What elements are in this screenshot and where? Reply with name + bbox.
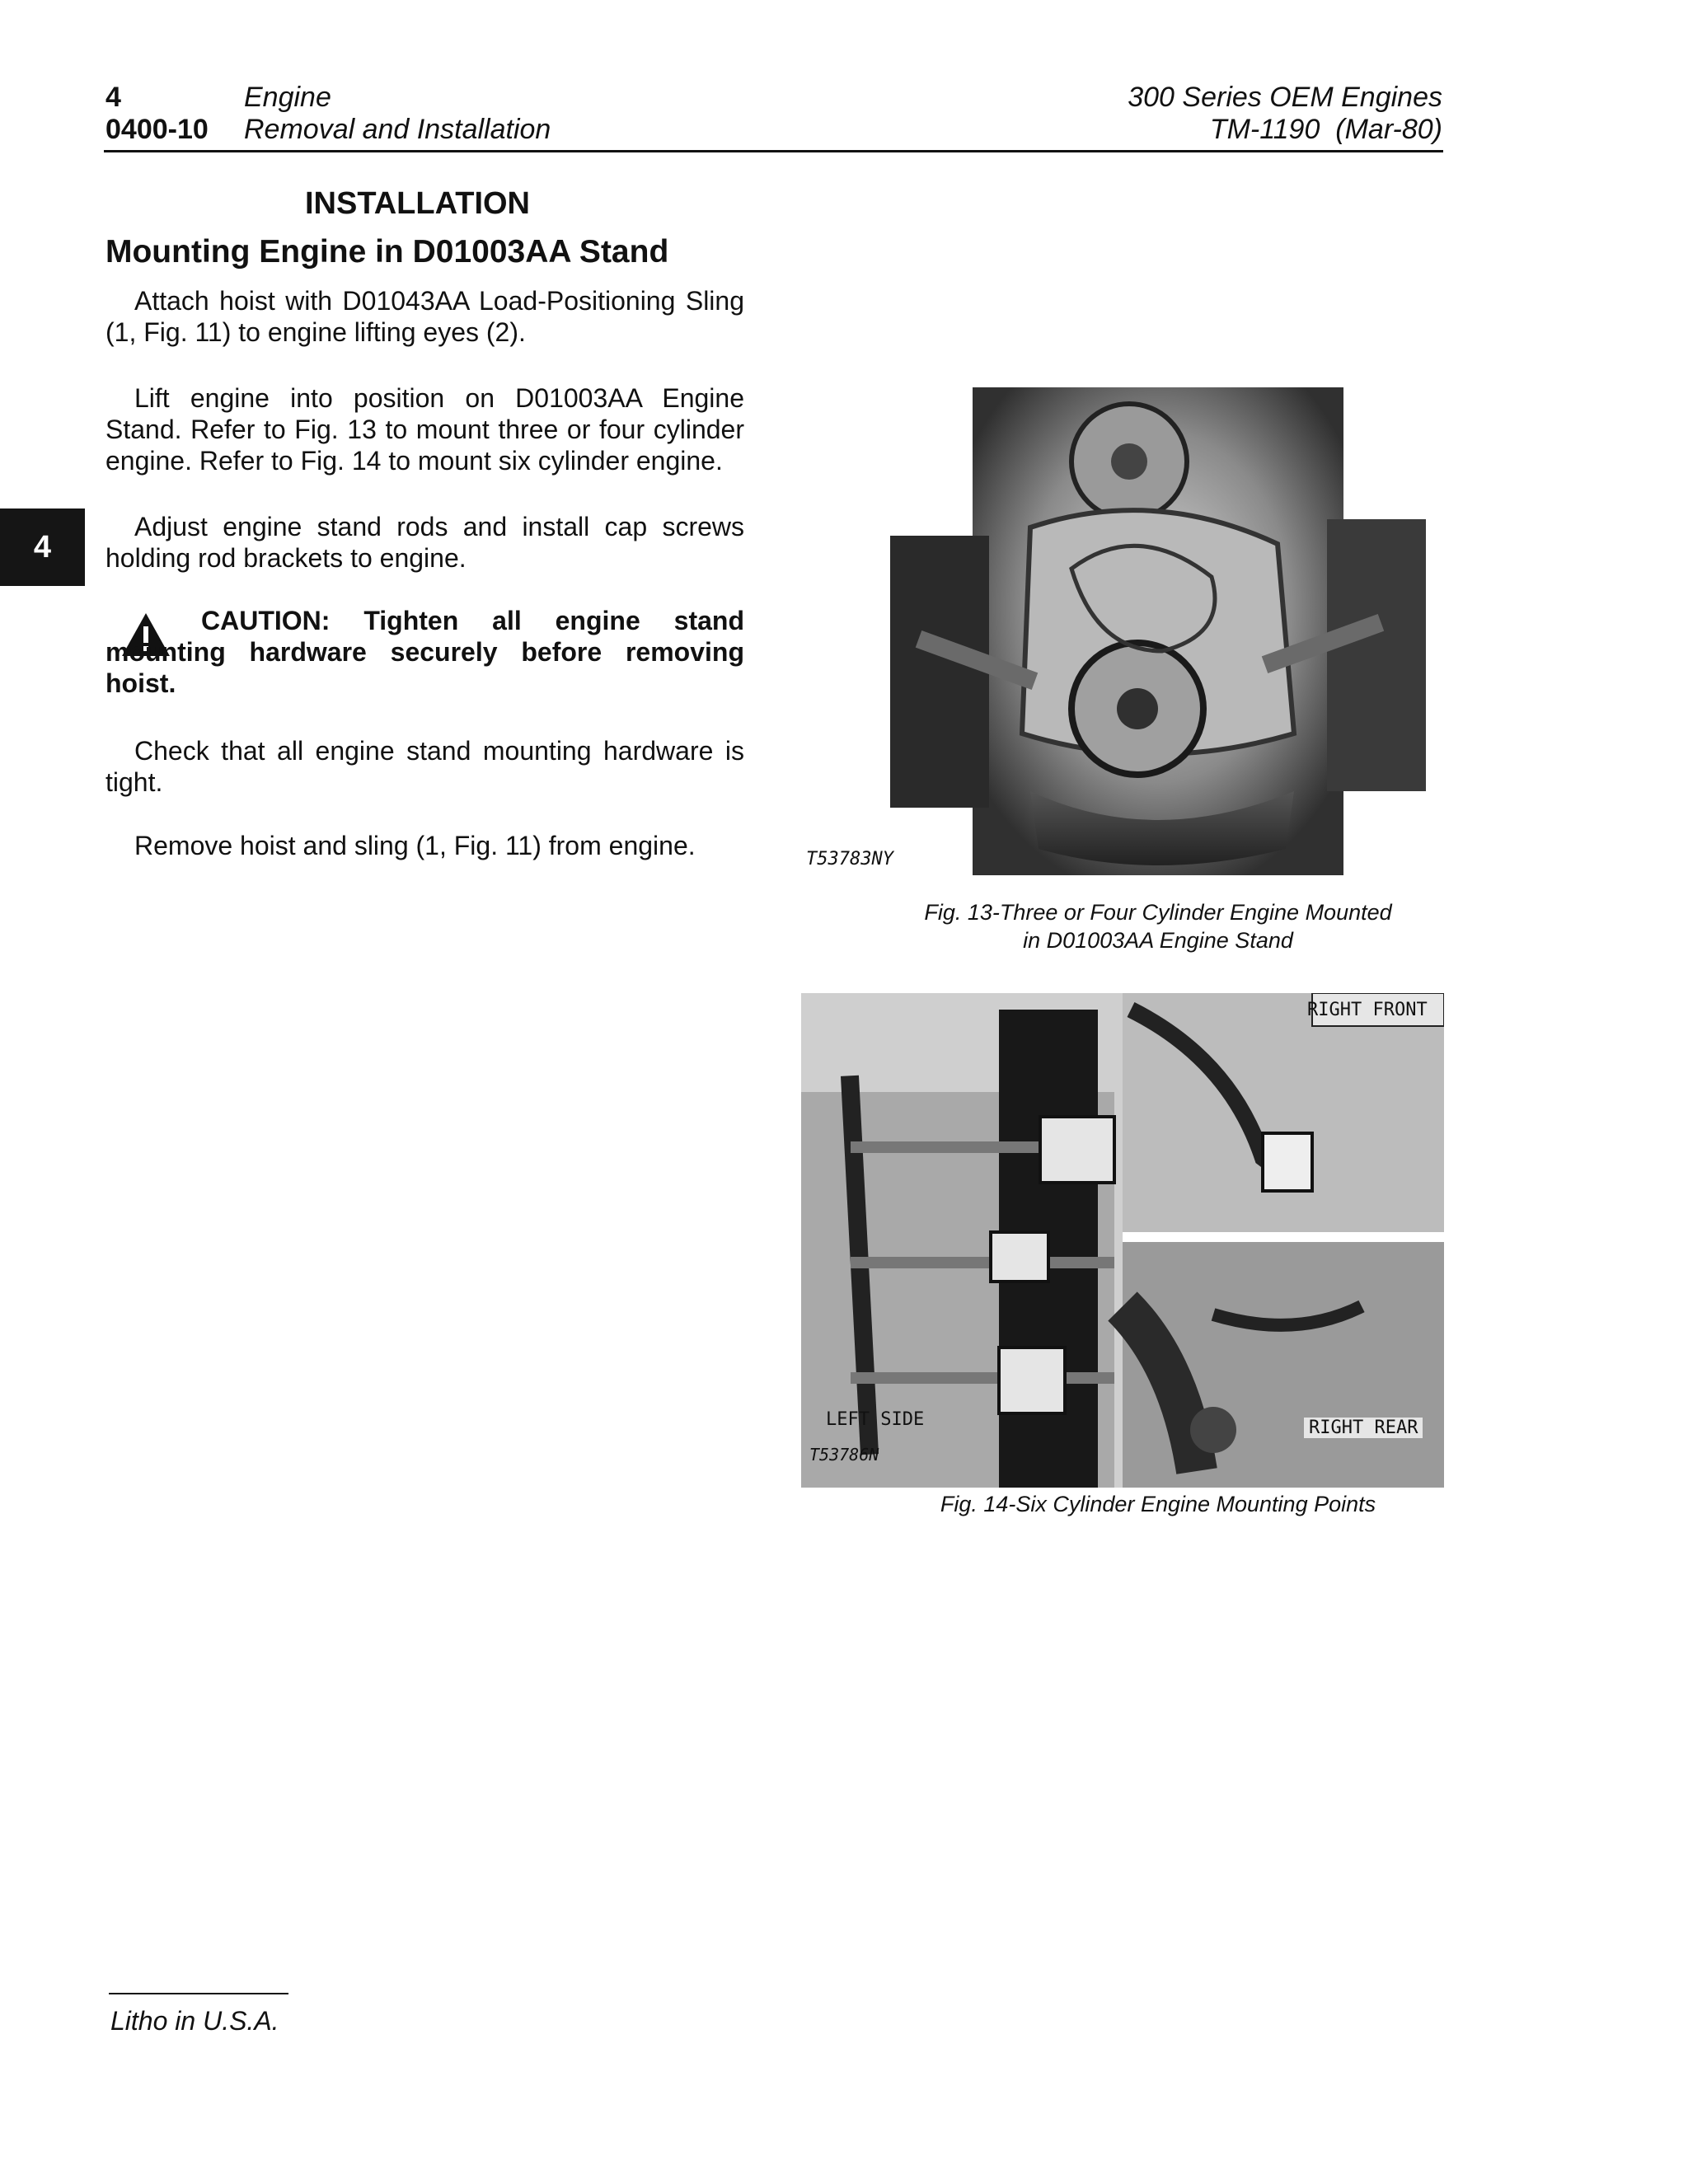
figure-14-photo [801,993,1444,1488]
section-heading: INSTALLATION [305,186,530,221]
footer-rule [109,1993,288,1994]
label-left-side: LEFT SIDE [826,1409,925,1430]
group-subtitle: Removal and Installation [244,114,551,145]
paragraph-lift-engine: Lift engine into position on D01003AA Engine Stand. Refer to Fig. 13 to mount three or four cylinder engine. Refer to Fig. 14 to mount six cylinder engine. [106,383,744,476]
figure-13-photo-id: T53783NY [806,849,893,869]
manual-title: 300 Series OEM Engines [1128,82,1442,113]
manual-code-date [1210,113,1442,146]
section-tab: 4 [0,509,85,586]
figure-13-caption-line1: Fig. 13-Three or Four Cylinder Engine Mounted [924,900,1392,925]
figure-13-photo [865,387,1451,875]
engine-front-illustration [865,387,1451,875]
manual-code: TM-1190 [1209,114,1320,145]
figure-13-caption [865,898,1451,954]
figure-14-caption: Fig. 14-Six Cylinder Engine Mounting Points [940,1492,1376,1516]
paragraph-attach-hoist: Attach hoist with D01043AA Load-Positioning Sling (1, Fig. 11) to engine lifting eyes (2). [106,286,744,347]
group-title: Engine [244,82,331,113]
page-number: 4 [106,82,121,113]
subsection-heading: Mounting Engine in D01003AA Stand [106,234,669,269]
label-right-rear: RIGHT REAR [1304,1418,1423,1438]
header-rule [104,150,1443,152]
section-code: 0400-10 [106,114,209,145]
paragraph-remove-hoist: Remove hoist and sling (1, Fig. 11) from engine. [134,831,696,860]
manual-date: (Mar-80) [1335,114,1442,145]
footer-imprint: Litho in U.S.A. [110,2006,279,2036]
paragraph-adjust-rods: Adjust engine stand rods and install cap screws holding rod brackets to engine. [106,512,744,573]
label-right-front: RIGHT FRONT [1307,1000,1428,1020]
figure-14-photo-id: T53786N [809,1445,879,1465]
figure-13-caption-line2: in D01003AA Engine Stand [1023,928,1293,953]
caution-note: CAUTION: Tighten all engine stand mounting hardware securely before removing hoist. [106,606,744,698]
paragraph-check-hardware: Check that all engine stand mounting hardware is tight. [106,736,744,797]
